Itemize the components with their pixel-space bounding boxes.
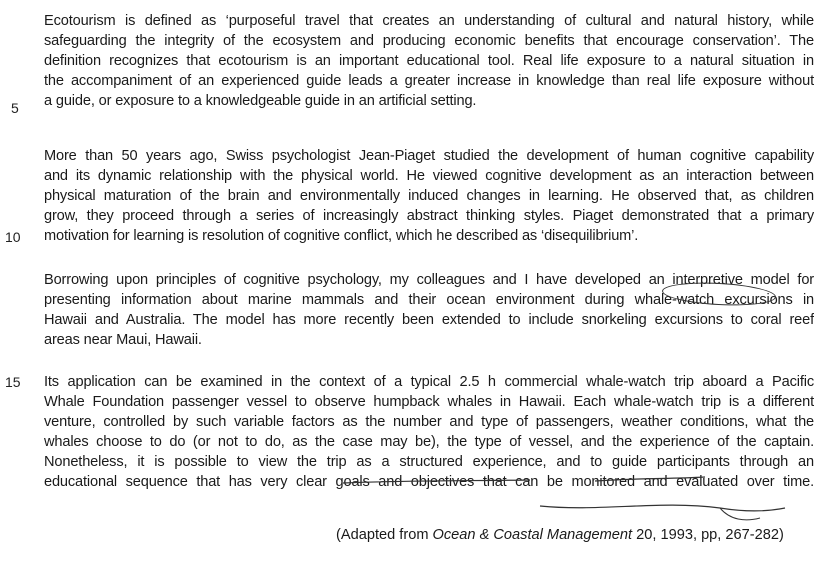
- paragraph-line: areas near Maui, Hawaii.: [44, 332, 202, 348]
- source-journal: Ocean & Coastal Management: [432, 527, 633, 543]
- paragraph-line: Nonetheless, it is possible to view the trip as a structured experience, and to guide participants through an: [44, 454, 814, 470]
- paragraph-line: Its application can be examined in the context of a typical 2.5 h commercial whale-watch trip aboard a Pacific: [44, 374, 814, 390]
- paragraph-line: grow, they proceed through a series of increasingly abstract thinking styles. Piaget demonstrated that a primary: [44, 208, 814, 224]
- paragraph-line: Whale Foundation passenger vessel to observe humpback whales in Hawaii. Each whale-watch trip is a different: [44, 394, 814, 410]
- paragraph-line: Hawaii and Australia. The model has more recently been extended to include snorkeling excursions to coral reef: [44, 312, 814, 328]
- paragraph-line: a guide, or exposure to a knowledgeable guide in an artificial setting.: [44, 93, 477, 109]
- paragraph-line: definition recognizes that ecotourism is an important educational tool. Real life exposure to a natural situation in: [44, 53, 814, 69]
- paragraph-line: educational sequence that has very clear goals and objectives that can be monitored and evaluated over time.: [44, 474, 814, 490]
- underline-monitored-evaluated: [540, 505, 785, 511]
- source-citation: [336, 527, 784, 543]
- line-number-10: 10: [5, 229, 21, 245]
- paragraph-2: [44, 146, 814, 246]
- paragraph-line: Ecotourism is defined as ‘purposeful travel that creates an understanding of cultural and natural history, while: [44, 13, 814, 29]
- source-suffix: 20, 1993, pp, 267-282): [632, 527, 784, 543]
- line-number-5: 5: [11, 100, 19, 116]
- paragraph-line: motivation for learning is resolution of cognitive conflict, which he described as ‘disequilibrium’.: [44, 228, 639, 244]
- paragraph-line: physical maturation of the brain and environmentally induced changes in learning. He observed that, as children: [44, 188, 814, 204]
- paragraph-line: and its dynamic relationship with the physical world. He viewed cognitive development as an interaction between: [44, 168, 814, 184]
- paragraph-line: safeguarding the integrity of the ecosystem and producing economic benefits that encourage conservation’. The: [44, 33, 814, 49]
- paragraph-line: venture, controlled by such variable factors as the number and type of passengers, weather conditions, what the: [44, 414, 814, 430]
- paragraph-line: Borrowing upon principles of cognitive psychology, my colleagues and I have developed an interpretive model for: [44, 272, 814, 288]
- paragraph-4: [44, 372, 814, 492]
- paragraph-line: presenting information about marine mammals and their ocean environment during whale-watch excursions in: [44, 292, 814, 308]
- line-number-15: 15: [5, 374, 21, 390]
- paragraph-line: the accompaniment of an experienced guide leads a greater increase in knowledge than real life exposure without: [44, 73, 814, 89]
- paragraph-line: whales choose to do (or not to do, as the case may be), the type of vessel, and the experience of the captain.: [44, 434, 814, 450]
- paragraph-1: [44, 11, 814, 111]
- source-prefix: (Adapted from: [336, 527, 433, 543]
- underline-tail-stroke: [720, 508, 760, 520]
- paragraph-line: More than 50 years ago, Swiss psychologist Jean-Piaget studied the development of human cognitive capability: [44, 148, 814, 164]
